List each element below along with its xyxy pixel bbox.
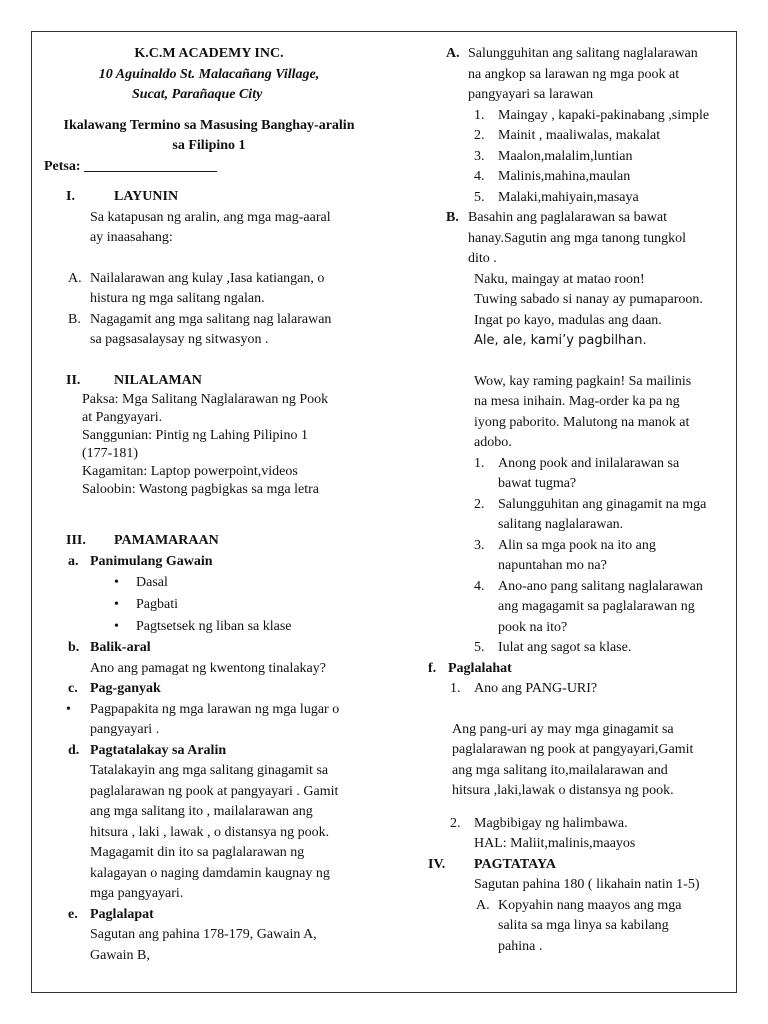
layunin-item-a — [44, 269, 374, 310]
section-number: IV. — [428, 856, 446, 872]
nilalaman-body — [44, 391, 374, 499]
text-line: salitang naglalarawan. — [498, 517, 624, 532]
text-line: Kagamitan: Laptop powerpoint,videos — [82, 464, 298, 479]
pagtataya-item-a — [424, 896, 734, 958]
text-line: Magbibigay ng halimbawa. — [474, 815, 628, 831]
section-number: II. — [66, 372, 81, 388]
item-text: Maalon,malalim,luntian — [498, 148, 633, 164]
list-item — [474, 106, 734, 127]
text-line: Salungguhitan ang ginagamit na mga — [498, 496, 707, 512]
title-line-2: sa Filipino 1 — [172, 138, 246, 153]
step-label: d. — [68, 742, 80, 758]
section-heading: PAMAMARAAN — [114, 533, 219, 548]
item-text: Mainit , maaliwalas, makalat — [498, 128, 661, 143]
step-title: Pagtatalakay sa Aralin — [90, 742, 227, 758]
text-line: salita sa mga linya sa kabilang — [498, 918, 669, 933]
text-line: bawat tugma? — [498, 476, 577, 491]
step-title: Paglalapat — [90, 906, 154, 922]
text-line: hitsura , laki , lawak , o distansya ng pook. — [90, 824, 330, 840]
gawain-a-list — [424, 106, 734, 209]
step-title: Panimulang Gawain — [90, 553, 213, 569]
paglalahat-answer — [424, 720, 734, 802]
list-item — [474, 167, 734, 188]
list-item — [474, 495, 734, 536]
text-line: Ang pang-uri ay may mga ginagamit sa — [452, 721, 674, 737]
text-line: paglalarawan ng pook at pangyayari . Gamit — [90, 783, 339, 799]
text-line: Ingat po kayo, madulas ang daan. — [474, 312, 662, 328]
text-line: Salungguhitan ang salitang naglalarawan — [468, 46, 698, 61]
layunin-intro — [44, 208, 374, 249]
step-title: Balik-aral — [90, 640, 151, 655]
text-line: Basahin ang paglalarawan sa bawat — [468, 210, 668, 225]
item-number: 2. — [450, 815, 461, 831]
right-column — [424, 44, 734, 957]
item-number: 4. — [474, 169, 485, 184]
step-a-title — [44, 552, 374, 573]
text-line: Tuwing sabado si nanay ay pumaparoon. — [474, 292, 703, 307]
title-line-1: Ikalawang Termino sa Masusing Banghay-aralin — [63, 117, 355, 133]
paglalahat-q1 — [424, 679, 734, 700]
section-layunin — [44, 187, 374, 208]
item-number: 3. — [474, 537, 485, 553]
text-line: Anong pook and inilalarawan sa — [498, 455, 680, 471]
text-line: pahina . — [498, 938, 543, 954]
item-number: 1. — [474, 455, 485, 471]
gawain-b — [424, 208, 734, 270]
item-label: A. — [476, 897, 490, 913]
text-line: Ale, ale, kami’y pagbilhan. — [474, 333, 647, 348]
text-line: Pagpapakita ng mga larawan ng mga lugar o — [90, 701, 340, 717]
step-b-title — [44, 638, 374, 659]
text-line: Sanggunian: Pintig ng Lahing Pilipino 1 — [82, 428, 308, 443]
list-item — [474, 638, 734, 659]
left-column — [44, 44, 374, 966]
item-label: A. — [446, 46, 460, 61]
text-line: pangyayari sa larawan — [468, 87, 594, 102]
text-line: dito . — [468, 251, 497, 266]
text-line: Nagagamit ang mga salitang nag lalarawan — [90, 311, 332, 327]
item-label: A. — [68, 270, 82, 286]
step-label: a. — [68, 553, 79, 569]
item-text: Malinis,mahina,maulan — [498, 169, 631, 184]
list-item — [474, 126, 734, 147]
step-label: e. — [68, 906, 78, 922]
step-d-title — [44, 741, 374, 762]
section-heading: NILALAMAN — [114, 372, 202, 388]
dialog-2 — [424, 372, 734, 454]
text-line: Gawain B, — [90, 947, 150, 963]
text-line: Tatalakayin ang mga salitang ginagamit sa — [90, 763, 329, 778]
text-line: na mesa inihain. Mag-order ka pa ng — [474, 394, 680, 409]
text-line: (177-181) — [82, 446, 138, 461]
text-line: at Pangyayari. — [82, 410, 163, 425]
text-line: ang magagamit sa paglalarawan ng — [498, 599, 695, 614]
text-line: iyong paborito. Malutong na manok at — [474, 414, 690, 430]
item-number: 5. — [474, 189, 485, 205]
text-line: adobo. — [474, 435, 512, 450]
text-line: Ano-ano pang salitang naglalarawan — [498, 578, 703, 594]
text-line: Iulat ang sagot sa klase. — [498, 640, 632, 655]
text-line: Saloobin: Wastong pagbigkas sa mga letra — [82, 482, 319, 497]
text-line: mga pangyayari. — [90, 886, 184, 901]
list-item: • Dasal — [44, 572, 374, 594]
paglalapat-body — [44, 925, 374, 966]
text-line: Paksa: Mga Salitang Naglalarawan ng Pook — [82, 392, 329, 407]
text-line: sa pagsasalaysay ng sitwasyon . — [90, 332, 269, 347]
item-number: 1. — [450, 681, 461, 696]
text-line: hanay.Sagutin ang mga tanong tungkol — [468, 230, 686, 246]
bullet-icon: • — [66, 701, 71, 717]
item-number: 3. — [474, 148, 485, 164]
section-number: III. — [66, 533, 86, 548]
text-line: kalagayan o naging damdamin kaugnay ng — [90, 865, 330, 881]
paglalahat-q2 — [424, 814, 734, 855]
text-line: histura ng mga salitang ngalan. — [90, 291, 265, 306]
list-item: • Pagbati — [44, 594, 374, 616]
text-line: ang mga salitang ito , mailalarawan ang — [90, 804, 313, 819]
section-number: I. — [66, 189, 75, 204]
section-heading: LAYUNIN — [114, 189, 179, 204]
panimula-bullets — [44, 572, 374, 638]
step-e-title — [44, 905, 374, 926]
text-line: Alin sa mga pook na ito ang — [498, 537, 656, 553]
school-name: K.C.M ACADEMY INC. — [134, 46, 284, 61]
address-line-1: 10 Aguinaldo St. Malacañang Village, — [98, 66, 320, 82]
section-nilalaman — [44, 371, 374, 392]
item-label: B. — [68, 311, 81, 327]
pag-ganyak-item — [44, 700, 374, 741]
item-number: 2. — [474, 128, 485, 143]
step-title: Pag-ganyak — [90, 681, 161, 696]
text-line: Sa katapusan ng aralin, ang mga mag-aaral — [90, 209, 331, 225]
list-item — [474, 577, 734, 639]
step-f-title — [424, 659, 734, 680]
gawain-a — [424, 44, 734, 106]
item-text: Maingay , kapaki-pakinabang ,simple — [498, 107, 710, 123]
list-item: • Pagtsetsek ng liban sa klase — [44, 616, 374, 638]
text-line: napuntahan mo na? — [498, 558, 607, 573]
step-label: f. — [428, 660, 437, 676]
text-line: hitsura ,laki,lawak o distansya ng pook. — [452, 783, 674, 798]
pagtatalakay-body — [44, 761, 374, 905]
step-c-title — [44, 679, 374, 700]
text-line: Kopyahin nang maayos ang mga — [498, 897, 682, 913]
text-line: Magagamit din ito sa paglalarawan ng — [90, 845, 305, 860]
text-line: ay inaasahang: — [90, 230, 173, 245]
list-item — [474, 536, 734, 577]
text-line: pangyayari . — [90, 722, 160, 737]
text-line: ang mga salitang ito,mailalarawan and — [452, 762, 668, 778]
item-number: 1. — [474, 107, 485, 123]
list-item — [474, 147, 734, 168]
text-line: pook na ito? — [498, 619, 568, 635]
item-text: Ano ang PANG-URI? — [474, 681, 598, 696]
item-text: Malaki,mahiyain,masaya — [498, 189, 639, 205]
section-heading: PAGTATAYA — [474, 856, 556, 872]
layunin-item-b — [44, 310, 374, 351]
dialog-1 — [424, 270, 734, 352]
balik-aral-text: Ano ang pamagat ng kwentong tinalakay? — [90, 660, 326, 676]
item-number: 5. — [474, 640, 485, 655]
text-line: Naku, maingay at matao roon! — [474, 271, 645, 287]
text-line: Sagutan ang pahina 178-179, Gawain A, — [90, 927, 317, 942]
text-line: Nailalarawan ang kulay ,Iasa katiangan, o — [90, 270, 325, 286]
item-label: B. — [446, 210, 459, 225]
pagtataya-text: Sagutan pahina 180 ( likahain natin 1-5) — [474, 877, 700, 892]
text-line: HAL: Maliit,malinis,maayos — [474, 836, 636, 851]
list-item — [474, 188, 734, 209]
item-number: 2. — [474, 496, 485, 512]
gawain-b-questions — [424, 454, 734, 659]
date-field: Petsa: ___________________ — [44, 158, 218, 174]
section-pamamaraan — [44, 531, 374, 552]
section-pagtataya — [424, 855, 734, 876]
text-line: Wow, kay raming pagkain! Sa mailinis — [474, 373, 692, 389]
step-title: Paglalahat — [448, 660, 512, 676]
text-line: na angkop sa larawan ng mga pook at — [468, 66, 680, 82]
step-label: c. — [68, 681, 78, 696]
address-line-2: Sucat, Parañaque City — [132, 87, 263, 102]
text-line: paglalarawan ng pook at pangyayari,Gamit — [452, 742, 694, 757]
item-number: 4. — [474, 578, 485, 594]
list-item — [474, 454, 734, 495]
step-label: b. — [68, 640, 80, 655]
